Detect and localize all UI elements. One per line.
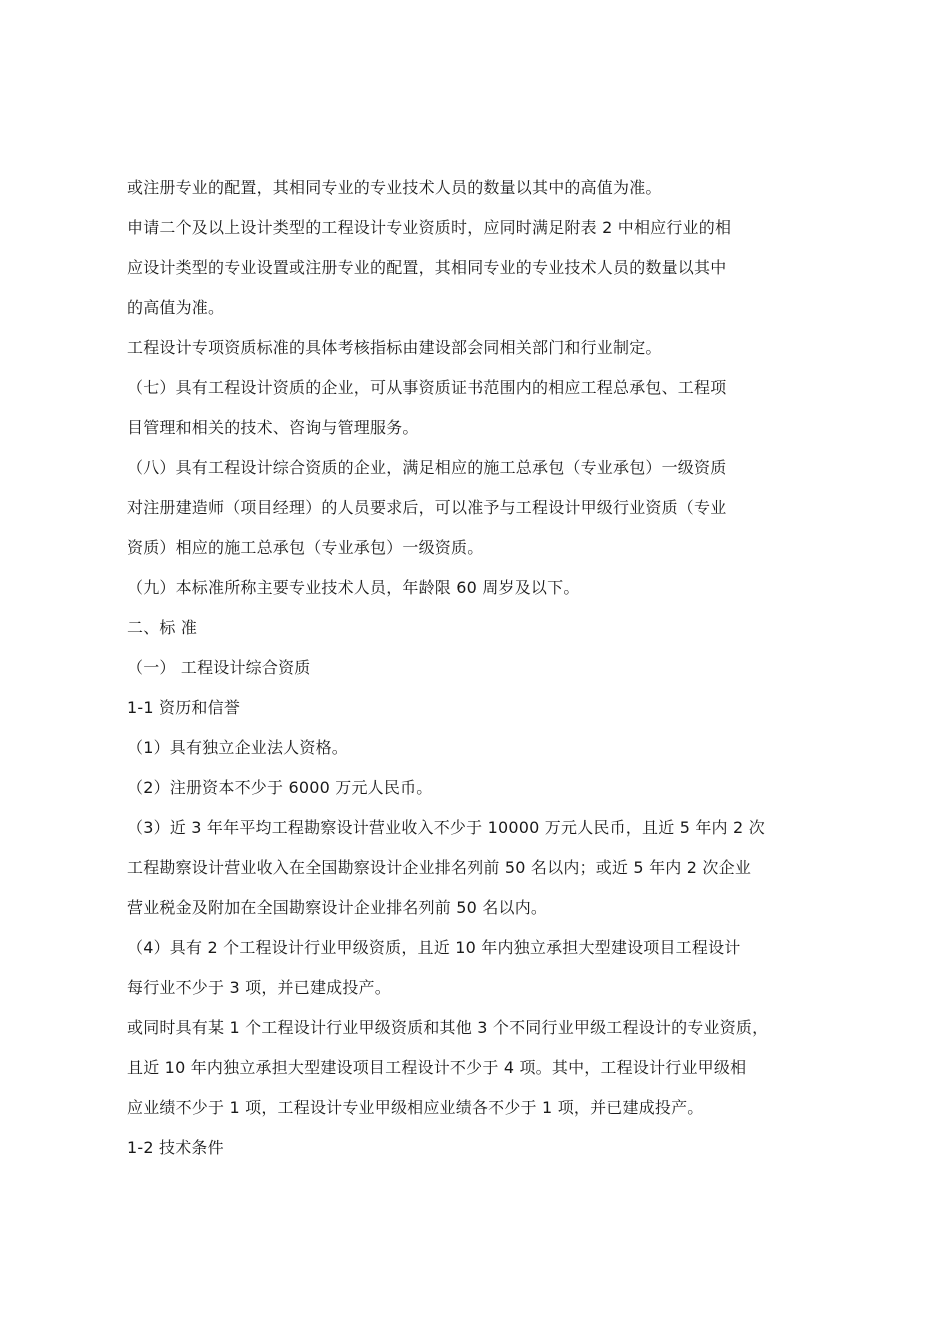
text-line: 或注册专业的配置，其相同专业的专业技术人员的数量以其中的高值为准。 — [127, 178, 662, 197]
text-line: 目管理和相关的技术、咨询与管理服务。 — [127, 418, 419, 437]
text-line: （3）近 3 年年平均工程勘察设计营业收入不少于 10000 万元人民币，且近 5 年内 2 次 — [127, 818, 765, 837]
text-line: 应设计类型的专业设置或注册专业的配置，其相同专业的专业技术人员的数量以其中 — [127, 258, 727, 277]
text-line: （八）具有工程设计综合资质的企业，满足相应的施工总承包（专业承包）一级资质 — [127, 458, 727, 477]
text-line: 资质）相应的施工总承包（专业承包）一级资质。 — [127, 538, 484, 557]
text-line: 的高值为准。 — [127, 298, 225, 317]
text-line: （4）具有 2 个工程设计行业甲级资质，且近 10 年内独立承担大型建设项目工程设计 — [127, 938, 741, 957]
text-line: 工程设计专项资质标准的具体考核指标由建设部会同相关部门和行业制定。 — [127, 338, 662, 357]
text-line: 且近 10 年内独立承担大型建设项目工程设计不少于 4 项。其中，工程设计行业甲级相 — [127, 1058, 747, 1077]
text-line: （1）具有独立企业法人资格。 — [127, 738, 348, 757]
text-line: 应业绩不少于 1 项，工程设计专业甲级相应业绩各不少于 1 项，并已建成投产。 — [127, 1098, 704, 1117]
text-line: 每行业不少于 3 项，并已建成投产。 — [127, 978, 391, 997]
subsection-heading: （一） 工程设计综合资质 — [127, 658, 311, 677]
section-heading: 二、标 准 — [127, 618, 198, 637]
text-line: 对注册建造师（项目经理）的人员要求后，可以准予与工程设计甲级行业资质（专业 — [127, 498, 727, 517]
text-line: （九）本标准所称主要专业技术人员，年龄限 60 周岁及以下。 — [127, 578, 580, 597]
text-line: 工程勘察设计营业收入在全国勘察设计企业排名列前 50 名以内；或近 5 年内 2 次企业 — [127, 858, 752, 877]
text-line: 申请二个及以上设计类型的工程设计专业资质时，应同时满足附表 2 中相应行业的相 — [127, 218, 732, 237]
text-line: （2）注册资本不少于 6000 万元人民币。 — [127, 778, 433, 797]
item-heading: 1-2 技术条件 — [127, 1138, 224, 1157]
text-line: 或同时具有某 1 个工程设计行业甲级资质和其他 3 个不同行业甲级工程设计的专业资质， — [127, 1018, 769, 1037]
text-line: （七）具有工程设计资质的企业，可从事资质证书范围内的相应工程总承包、工程项 — [127, 378, 727, 397]
text-line: 营业税金及附加在全国勘察设计企业排名列前 50 名以内。 — [127, 898, 548, 917]
item-heading: 1-1 资历和信誉 — [127, 698, 241, 717]
